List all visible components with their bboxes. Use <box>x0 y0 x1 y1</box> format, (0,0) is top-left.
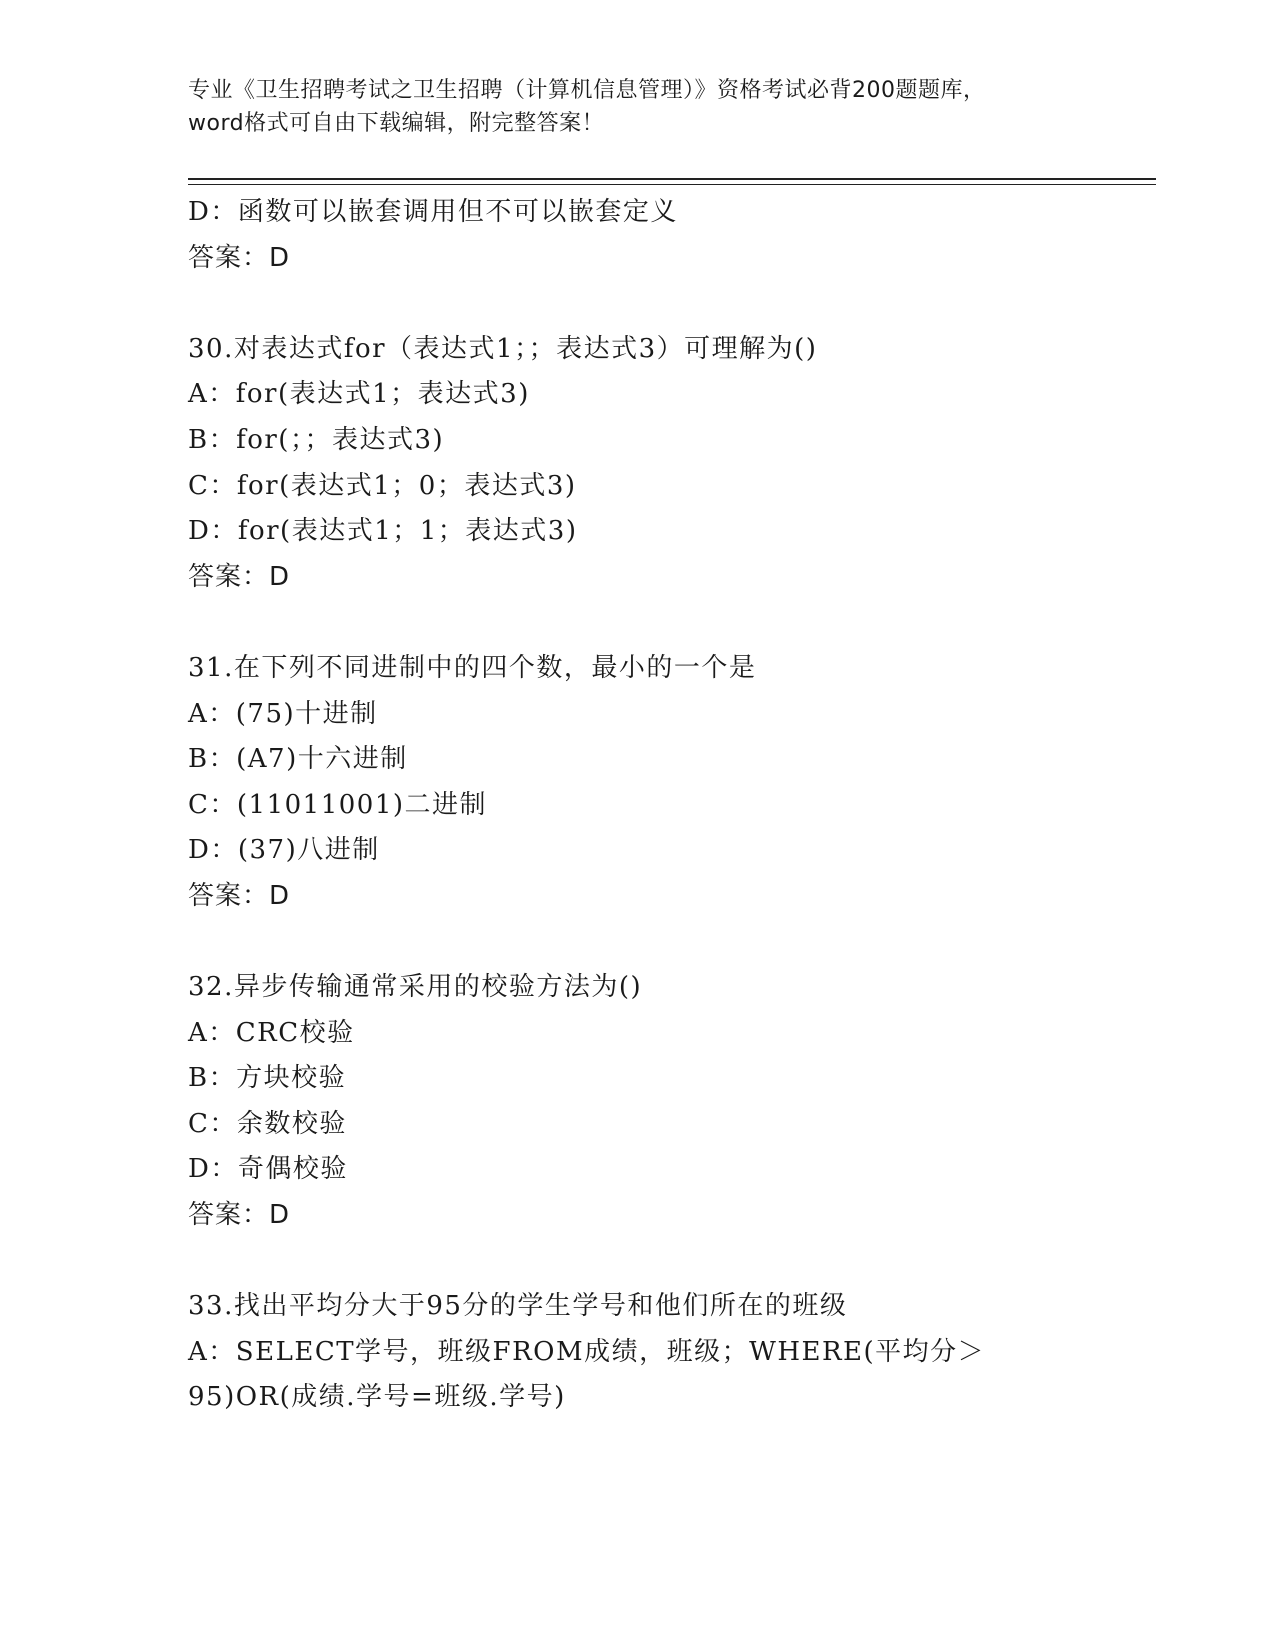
question-title: 30.对表达式for（表达式1；；表达式3）可理解为() <box>188 333 818 364</box>
question-32 <box>188 965 1088 1239</box>
spacer <box>188 1239 1088 1285</box>
question-33 <box>188 1284 1088 1421</box>
option-b: B：for(；；表达式3) <box>188 424 445 455</box>
answer: 答案：D <box>188 1200 291 1231</box>
option-d: D：for(表达式1；1；表达式3) <box>188 516 578 547</box>
header-title-line-1: 专业《卫生招聘考试之卫生招聘（计算机信息管理）》资格考试必背200题题库， <box>188 78 986 103</box>
question-30 <box>188 327 1088 601</box>
option-a: A：(75)十进制 <box>188 698 378 729</box>
option-b: B：方块校验 <box>188 1063 347 1094</box>
option-d: D：奇偶校验 <box>188 1154 348 1185</box>
spacer <box>188 920 1088 966</box>
question-list <box>188 190 1088 1421</box>
question-title: 33.找出平均分大于95分的学生学号和他们所在的班级 <box>188 1291 848 1322</box>
header-title-line-2: word格式可自由下载编辑，附完整答案！ <box>188 111 605 136</box>
option-c: C：余数校验 <box>188 1108 347 1139</box>
question-31 <box>188 646 1088 920</box>
prev-question-answer: 答案：D <box>188 242 291 273</box>
option-b: B：(A7)十六进制 <box>188 744 408 775</box>
question-title: 32.异步传输通常采用的校验方法为() <box>188 972 643 1003</box>
option-a: A：CRC校验 <box>188 1017 355 1048</box>
spacer <box>188 281 1088 327</box>
option-a: A：for(表达式1；表达式3) <box>188 379 530 410</box>
answer: 答案：D <box>188 561 291 592</box>
prev-question-option-d: D：函数可以嵌套调用但不可以嵌套定义 <box>188 197 678 227</box>
page-header <box>188 74 1068 140</box>
header-divider-thick <box>188 178 1156 180</box>
answer: 答案：D <box>188 880 291 911</box>
option-d: D：(37)八进制 <box>188 835 380 866</box>
header-divider-thin <box>188 184 1156 185</box>
option-c: C：(11011001)二进制 <box>188 789 488 820</box>
spacer <box>188 600 1088 646</box>
option-a: A：SELECT学号，班级FROM成绩，班级；WHERE(平均分＞95)OR(成绩.学号=班级.学号) <box>188 1336 986 1413</box>
question-title: 31.在下列不同进制中的四个数，最小的一个是 <box>188 652 757 683</box>
option-c: C：for(表达式1；0；表达式3) <box>188 470 577 501</box>
